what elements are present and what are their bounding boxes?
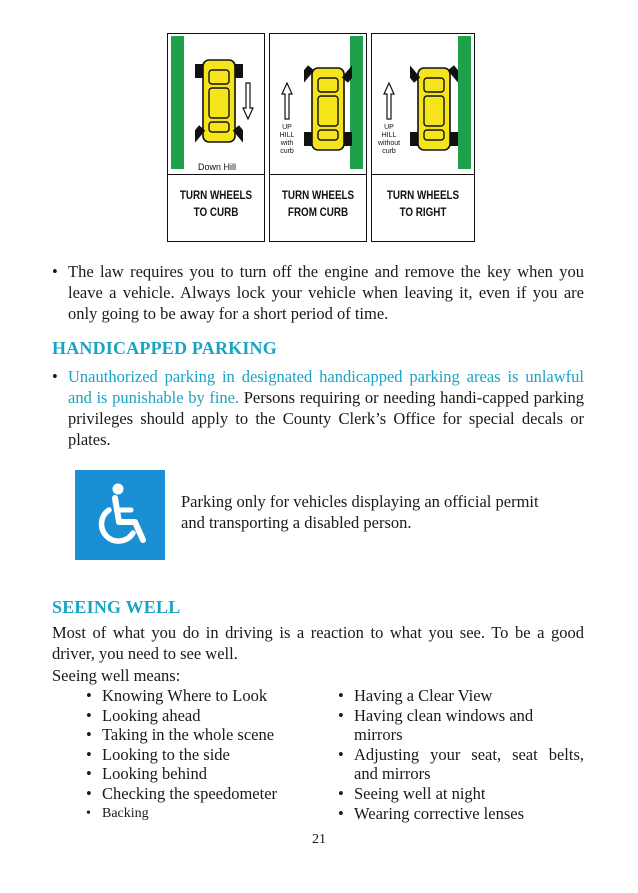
bullet-icon: • bbox=[52, 367, 58, 386]
list-item: • Wearing corrective lenses bbox=[338, 804, 584, 824]
car-icon bbox=[410, 64, 458, 154]
parking-wheels-figure bbox=[167, 33, 475, 243]
list-item: • Knowing Where to Look bbox=[86, 686, 326, 706]
list-item: • Backing bbox=[86, 804, 326, 824]
list-item: • Having clean windows and mirrors bbox=[338, 706, 584, 745]
panel-label: TURN WHEELS FROM CURB bbox=[281, 188, 355, 219]
seeing-well-right-list bbox=[338, 686, 584, 823]
permit-parking-text: Parking only for vehicles displaying an official permit and transporting a disabled person. bbox=[181, 492, 539, 532]
uphill-with-curb-caption: UP HILL with curb bbox=[279, 124, 295, 155]
car-icon bbox=[304, 64, 352, 154]
uphill-without-curb-caption: UP HILL without curb bbox=[377, 124, 401, 155]
curb-left bbox=[171, 36, 184, 169]
panel-turn-from-curb bbox=[269, 33, 367, 242]
seeing-well-means-label: Seeing well means: bbox=[52, 666, 181, 685]
seeing-well-left-list bbox=[86, 686, 326, 823]
handicapped-sign bbox=[75, 470, 165, 560]
list-item: • Adjusting your seat, seat belts, and mirrors bbox=[338, 745, 584, 784]
seeing-well-intro: Most of what you do in driving is a reaction to what you see. To be a good driver, you need to see well. bbox=[52, 623, 584, 663]
wheelchair-icon bbox=[75, 470, 165, 560]
panel-label: TURN WHEELS TO RIGHT bbox=[386, 188, 460, 219]
seeing-well-heading: SEEING WELL bbox=[52, 597, 181, 617]
panel-turn-to-curb bbox=[167, 33, 265, 242]
list-item: • Seeing well at night bbox=[338, 784, 584, 804]
list-item: • Having a Clear View bbox=[338, 686, 584, 706]
list-item: • Looking to the side bbox=[86, 745, 326, 765]
down-hill-caption: Down Hill bbox=[198, 162, 237, 172]
list-item: • Checking the speedometer bbox=[86, 784, 326, 804]
handicapped-paragraph bbox=[68, 366, 584, 450]
panel-label: TURN WHEELS TO CURB bbox=[179, 188, 253, 219]
unauthorized-parking-warning: Unauthorized parking in designated handicapped parking areas is unlawful and is punishable by fine. bbox=[68, 367, 584, 407]
apply-clerk-text: Persons requiring or needing handi-capped parking privileges should apply to the County Clerk’s Office for special decals or plates. bbox=[68, 388, 584, 449]
curb-right bbox=[458, 36, 471, 169]
engine-key-paragraph: The law requires you to turn off the engine and remove the key when you leave a vehicle. Always lock your vehicle when leaving it, even if you are only going to be away for a short period of time. bbox=[68, 262, 584, 323]
list-item: • Taking in the whole scene bbox=[86, 725, 326, 745]
list-item: • Looking behind bbox=[86, 764, 326, 784]
car-icon bbox=[195, 56, 243, 146]
arrow-up-icon bbox=[383, 82, 395, 120]
bullet-icon: • bbox=[52, 262, 58, 281]
handicapped-parking-heading: HANDICAPPED PARKING bbox=[52, 338, 277, 358]
arrow-up-icon bbox=[281, 82, 293, 120]
list-item: • Looking ahead bbox=[86, 706, 326, 726]
page-number: 21 bbox=[312, 832, 326, 847]
arrow-down-icon bbox=[242, 82, 254, 120]
panel-turn-to-right bbox=[371, 33, 475, 242]
